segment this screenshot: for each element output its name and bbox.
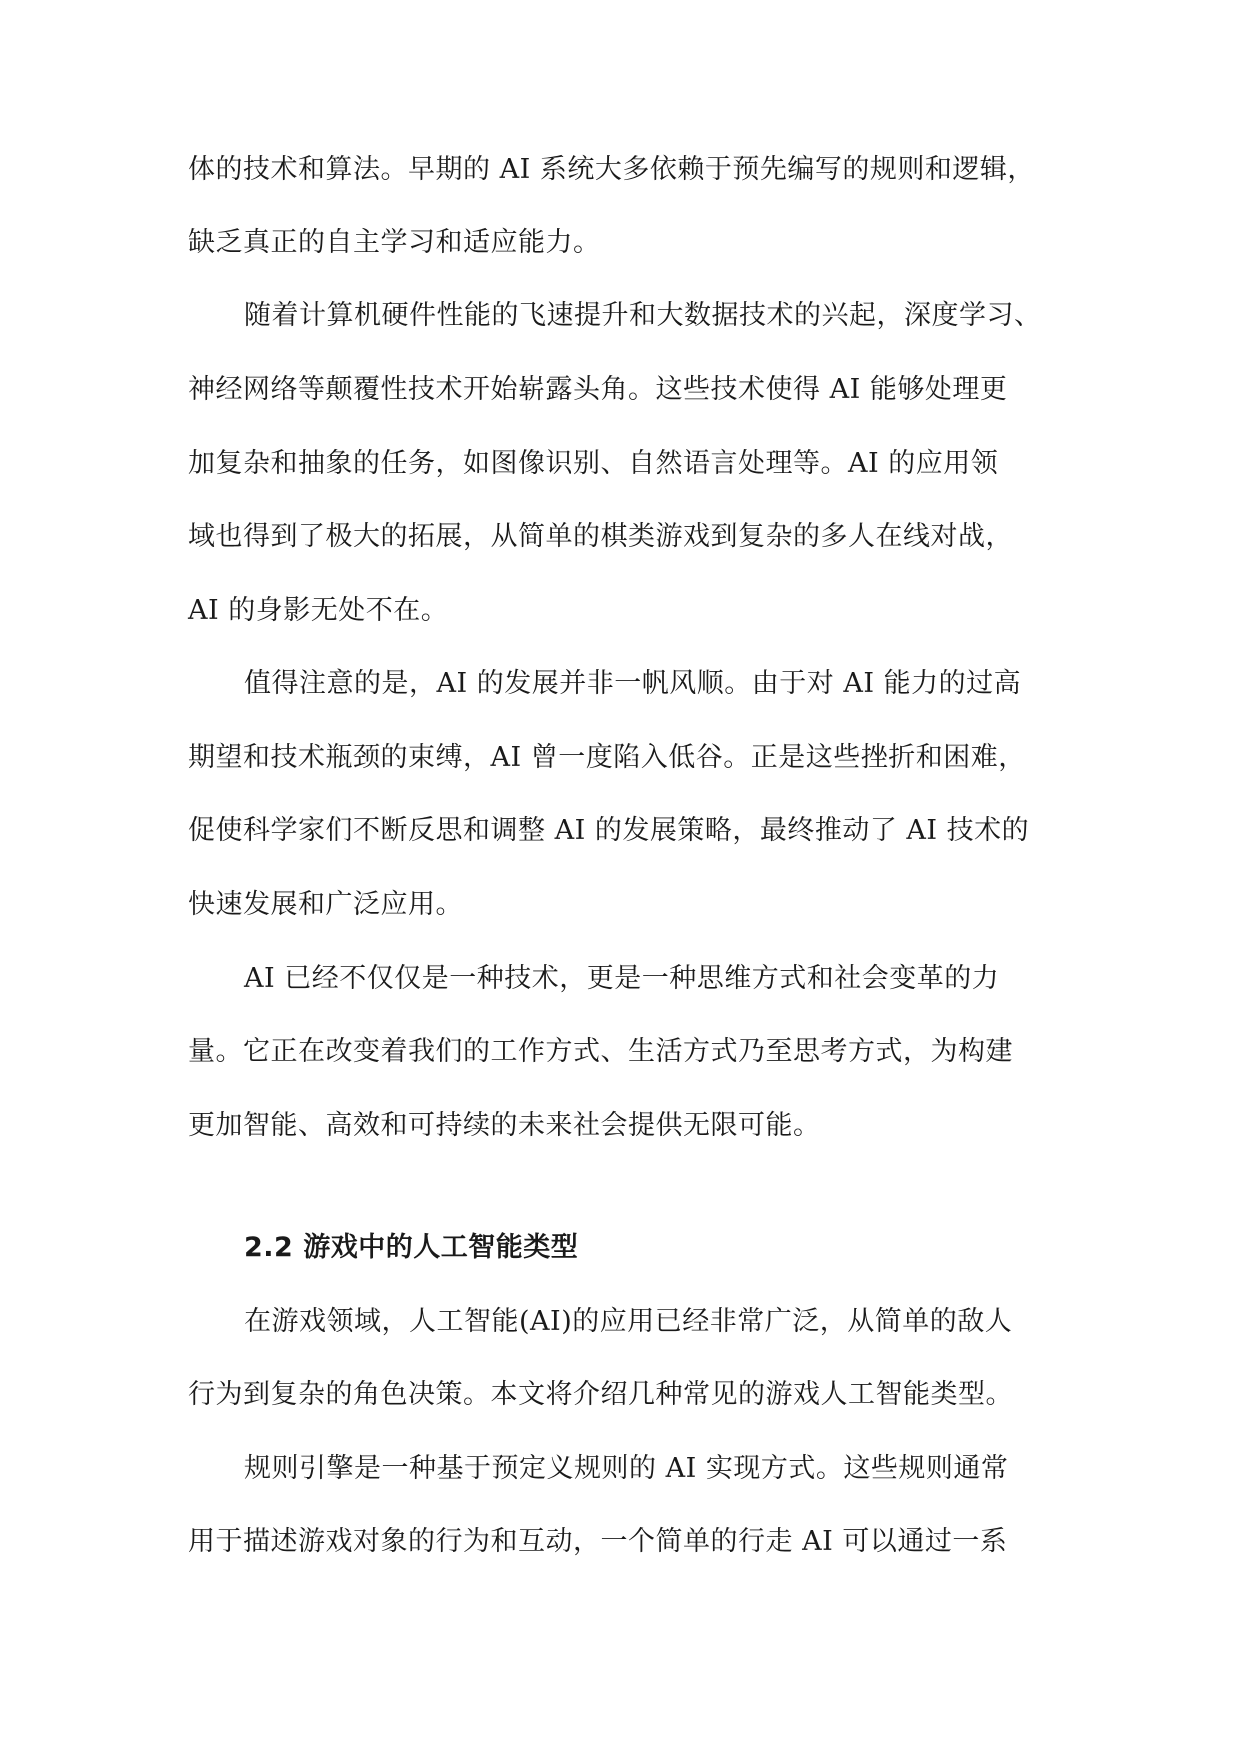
text-line-3: 随着计算机硬件性能的飞速提升和大数据技术的兴起，深度学习、 — [244, 300, 1042, 331]
text-line-9: 期望和技术瓶颈的束缚，AI 曾一度陷入低谷。正是这些挫折和困难， — [188, 742, 1026, 773]
text-line-5: 加复杂和抽象的任务，如图像识别、自然语言处理等。AI 的应用领 — [188, 448, 999, 479]
text-line-4: 神经网络等颠覆性技术开始崭露头角。这些技术使得 AI 能够处理更 — [188, 374, 1008, 405]
text-line-12: AI 已经不仅仅是一种技术，更是一种思维方式和社会变革的力 — [244, 963, 1000, 994]
text-line-17: 行为到复杂的角色决策。本文将介绍几种常见的游戏人工智能类型。 — [188, 1379, 1013, 1410]
section-heading: 2.2 游戏中的人工智能类型 — [244, 1232, 579, 1263]
text-line-10: 促使科学家们不断反思和调整 AI 的发展策略，最终推动了 AI 技术的 — [188, 815, 1030, 846]
text-line-8: 值得注意的是，AI 的发展并非一帆风顺。由于对 AI 能力的过高 — [244, 668, 1022, 699]
text-line-16: 在游戏领域，人工智能(AI)的应用已经非常广泛，从简单的敌人 — [244, 1306, 1013, 1337]
text-line-7: AI 的身影无处不在。 — [188, 595, 449, 626]
text-line-14: 更加智能、高效和可持续的未来社会提供无限可能。 — [188, 1110, 821, 1141]
text-line-19: 用于描述游戏对象的行为和互动，一个简单的行走 AI 可以通过一系 — [188, 1526, 1008, 1557]
text-line-6: 域也得到了极大的拓展，从简单的棋类游戏到复杂的多人在线对战， — [188, 521, 1013, 552]
text-line-18: 规则引擎是一种基于预定义规则的 AI 实现方式。这些规则通常 — [244, 1453, 1009, 1484]
text-line-2: 缺乏真正的自主学习和适应能力。 — [188, 227, 601, 258]
text-line-1: 体的技术和算法。早期的 AI 系统大多依赖于预先编写的规则和逻辑， — [188, 154, 1035, 185]
text-line-13: 量。它正在改变着我们的工作方式、生活方式乃至思考方式，为构建 — [188, 1036, 1013, 1067]
text-line-11: 快速发展和广泛应用。 — [188, 889, 463, 920]
